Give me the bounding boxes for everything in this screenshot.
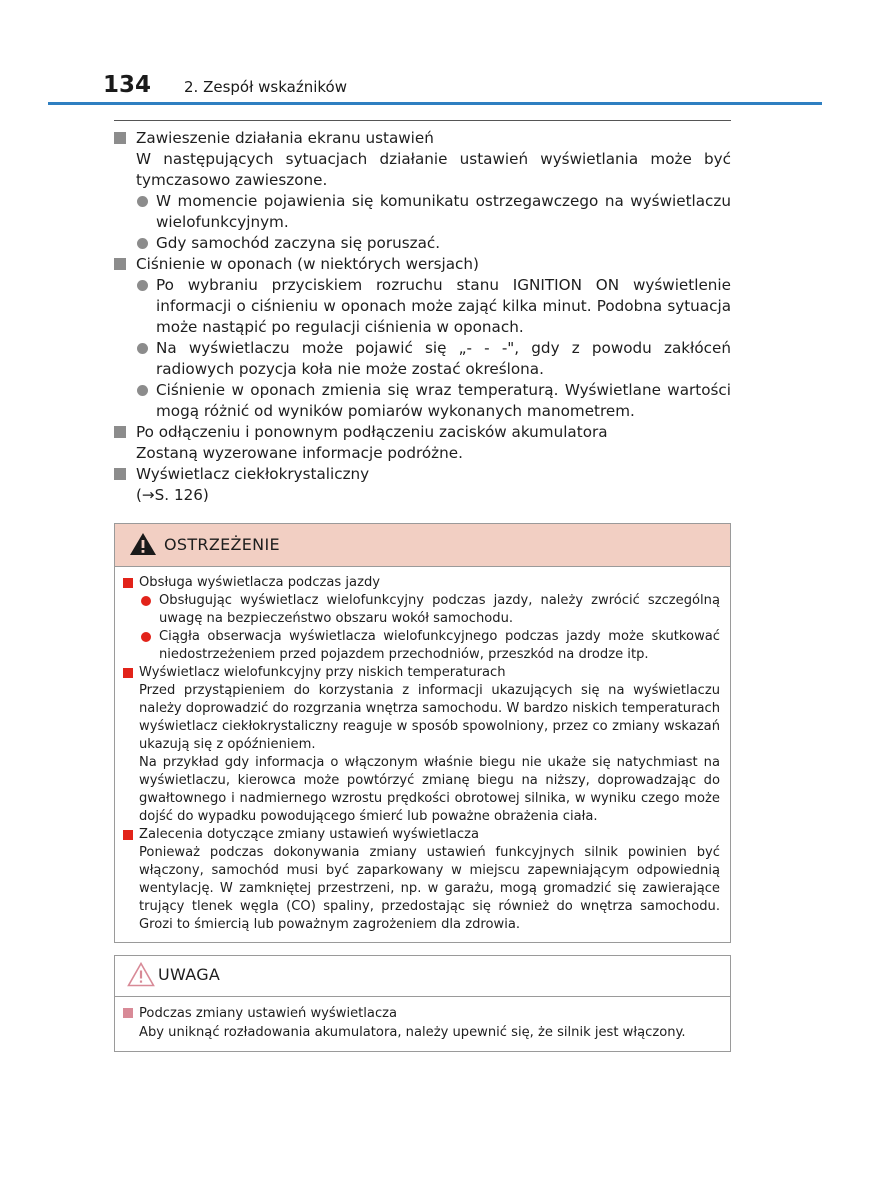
- chapter-title: 2. Zespół wskaźników: [184, 78, 347, 96]
- list-item: [114, 275, 731, 338]
- notice-box: [114, 955, 731, 1052]
- list-item: [121, 592, 720, 628]
- section-square-icon: [114, 468, 126, 480]
- red-square-icon: [123, 830, 133, 840]
- warning-paragraph: Ponieważ podczas dokonywania zmiany ustawień funkcyjnych silnik powinien być włączony, samochód musi być zaparkowany w miejscu zapewniającym odpowiednią wentylację. W zamkniętej przestrzeni, np. w garażu, mogą gromadzić się zawierające trujący tlenek węgla (CO) spaliny, przedostając się również do wnętrza samochodu. Grozi to śmiercią lub poważnym zagrożeniem dla zdrowia.: [139, 845, 720, 932]
- warning-item-heading: [121, 664, 720, 682]
- section-heading: [114, 128, 731, 149]
- main-content: [114, 128, 731, 506]
- warning-header: [115, 524, 730, 567]
- section-square-icon: [114, 258, 126, 270]
- warning-item-heading-text: Zalecenia dotyczące zmiany ustawień wyświetlacza: [139, 827, 479, 842]
- bullet-icon: [137, 280, 148, 291]
- warning-item-heading-text: Obsługa wyświetlacza podczas jazdy: [139, 575, 381, 590]
- section-heading-text: Po odłączeniu i ponownym podłączeniu zacisków akumulatora: [136, 423, 608, 441]
- warning-title: OSTRZEŻENIE: [164, 535, 280, 554]
- caution-triangle-icon: [127, 962, 155, 987]
- warning-paragraph: Na przykład gdy informacja o włączonym właśnie biegu nie ukaże się natychmiast na wyświetlaczu, kierowca może powtórzyć zmianę biegu na niższy, doprowadzając do gwałtownego i nadmiernego wzrostu prędkości obrotowej silnika, w wyniku czego może dojść do wypadku powodującego śmierć lub poważne obrażenia ciała.: [139, 755, 720, 824]
- list-item-text: Gdy samochód zaczyna się poruszać.: [156, 234, 441, 252]
- notice-text: Aby uniknąć rozładowania akumulatora, należy upewnić się, że silnik jest włączony.: [139, 1025, 686, 1040]
- page-number: 134: [103, 72, 152, 98]
- red-square-icon: [123, 578, 133, 588]
- warning-body: [115, 567, 730, 934]
- warning-box: [114, 523, 731, 943]
- header-rule: [48, 102, 822, 105]
- section-text: W następujących sytuacjach działanie ustawień wyświetlania może być tymczasowo zawieszone.: [136, 150, 731, 189]
- bullet-icon: [137, 343, 148, 354]
- red-bullet-icon: [141, 596, 151, 606]
- section-heading: [114, 422, 731, 443]
- bullet-icon: [137, 238, 148, 249]
- section-text: Zostaną wyzerowane informacje podróżne.: [136, 444, 463, 462]
- section-heading: [114, 254, 731, 275]
- warning-paragraph: Przed przystąpieniem do korzystania z informacji ukazujących się na wyświetlaczu należy doprowadzić do rozgrzania wnętrza samochodu. W bardzo niskich temperaturach wyświetlacz ciekłokrystaliczny reaguje w sposób spowolniony, przez co zmiany wskazań ukazują się z opóźnieniem.: [139, 683, 720, 752]
- warning-item-heading: [121, 826, 720, 844]
- list-item-text: W momencie pojawienia się komunikatu ostrzegawczego na wyświetlaczu wielofunkcyjnym.: [156, 192, 731, 231]
- section-square-icon: [114, 426, 126, 438]
- list-item: [114, 338, 731, 380]
- section-heading-text: Zawieszenie działania ekranu ustawień: [136, 129, 434, 147]
- section-heading-text: Wyświetlacz ciekłokrystaliczny: [136, 465, 370, 483]
- notice-body: [115, 997, 730, 1042]
- list-item: [121, 628, 720, 664]
- list-item: [114, 191, 731, 233]
- section-square-icon: [114, 132, 126, 144]
- notice-header: [115, 956, 730, 997]
- warning-triangle-icon: [129, 532, 157, 556]
- list-item-text: Na wyświetlaczu może pojawić się „- - -", gdy z powodu zakłóceń radiowych pozycja koła nie może zostać określona.: [156, 339, 731, 378]
- section-heading: [114, 464, 731, 485]
- list-item: [114, 233, 731, 254]
- bullet-icon: [137, 196, 148, 207]
- list-item: [114, 380, 731, 422]
- list-item-text: Ciągła obserwacja wyświetlacza wielofunkcyjnego podczas jazdy może skutkować niedostrzeżeniem przed pojazdem przechodniów, przeszkód na drodze itp.: [159, 629, 720, 662]
- warning-item-heading: [121, 574, 720, 592]
- list-item-text: Obsługując wyświetlacz wielofunkcyjny podczas jazdy, należy zwrócić szczególną uwagę na bezpieczeństwo obszaru wokół samochodu.: [159, 593, 720, 626]
- section-heading-text: Ciśnienie w oponach (w niektórych wersjach): [136, 255, 479, 273]
- pink-square-icon: [123, 1008, 133, 1018]
- notice-title: UWAGA: [158, 965, 221, 984]
- notice-heading-text: Podczas zmiany ustawień wyświetlacza: [139, 1006, 398, 1021]
- notice-heading: [121, 1004, 720, 1023]
- list-item-text: Ciśnienie w oponach zmienia się wraz temperaturą. Wyświetlane wartości mogą różnić od wyników pomiarów wykonanych manometrem.: [156, 381, 731, 420]
- list-item-text: Po wybraniu przyciskiem rozruchu stanu IGNITION ON wyświetlenie informacji o ciśnieniu w oponach może zająć kilka minut. Podobna sytuacja może nastąpić po regulacji ciśnienia w oponach.: [156, 276, 731, 336]
- page-reference-link[interactable]: (→S. 126): [136, 486, 209, 504]
- red-square-icon: [123, 668, 133, 678]
- content-rule: [114, 120, 731, 121]
- warning-item-heading-text: Wyświetlacz wielofunkcyjny przy niskich temperaturach: [139, 665, 506, 680]
- bullet-icon: [137, 385, 148, 396]
- red-bullet-icon: [141, 632, 151, 642]
- page-header: [0, 0, 877, 110]
